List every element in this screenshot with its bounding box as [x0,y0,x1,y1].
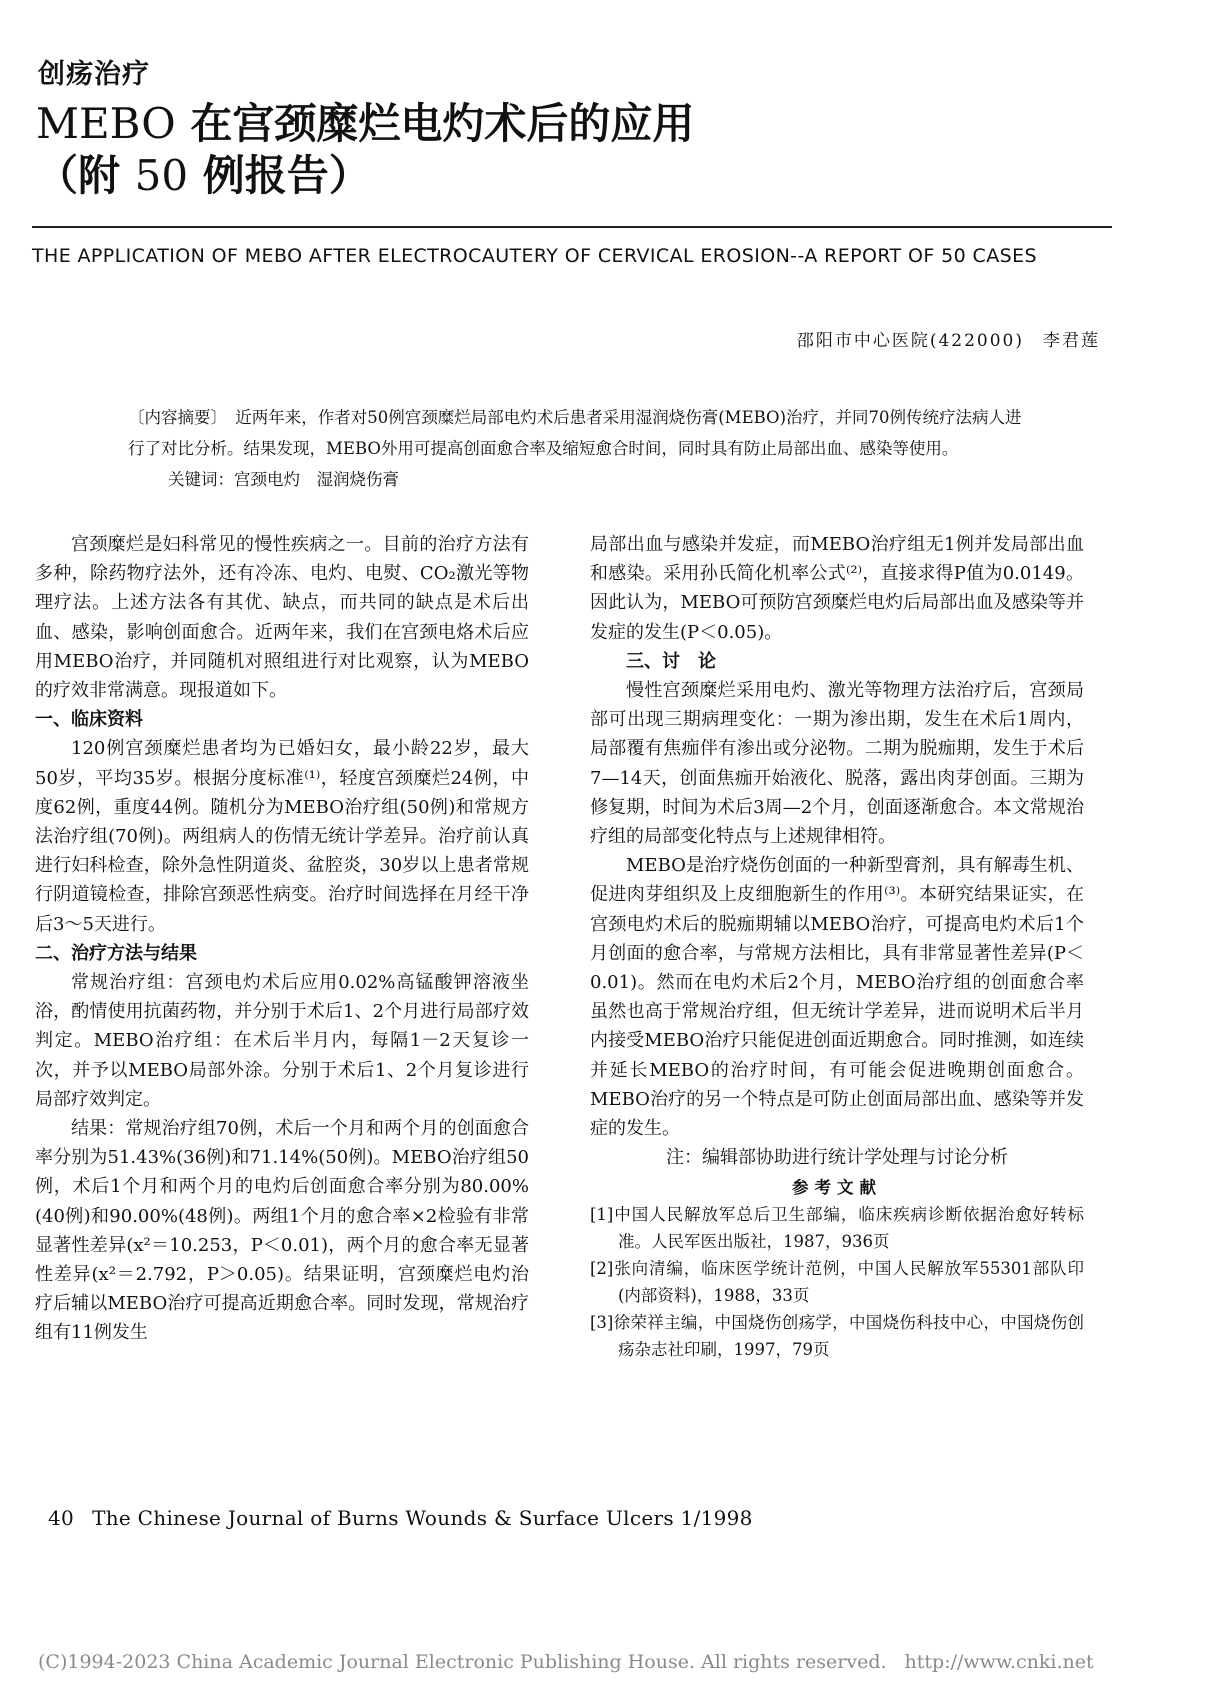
left-column [35,530,529,1348]
title-line1: 在宫颈糜烂电灼术后的应用 [175,99,695,148]
references-heading: 参考文献 [792,1178,882,1198]
paragraph-intro: 宫颈糜烂是妇科常见的慢性疾病之一。目前的治疗方法有多种，除药物疗法外，还有冷冻、电灼、电熨、CO₂激光等物理疗法。上述方法各有其优、缺点，而共同的缺点是术后出血、感染，影响创面愈合。近两年来，我们在宫颈电烙术后应用MEBO治疗，并同随机对照组进行对比观察，认为MEBO的疗效非常满意。现报道如下。 [35,534,529,702]
title-line2-num: 50 [134,151,189,200]
references [590,1174,1084,1363]
reference-item: [1]中国人民解放军总后卫生部编，临床疾病诊断依据治愈好转标准。人民军医出版社，1987，936页 [590,1205,1084,1252]
title-line2-a: （附 [36,151,135,200]
right-column [590,530,1084,1363]
editor-note: 注：编辑部协助进行统计学处理与讨论分析 [666,1147,1008,1169]
copyright-line [38,1651,1094,1673]
heading-discussion: 三、讨 论 [626,650,716,672]
copyright-text: (C)1994-2023 China Academic Journal Electronic Publishing House. All rights reserved. [38,1651,887,1673]
title-rule [32,226,1112,228]
paragraph-methods: 常规治疗组：宫颈电灼术后应用0.02%高锰酸钾溶液坐浴，酌情使用抗菌药物，并分别于术后1、2个月进行局部疗效判定。MEBO治疗组：在术后半月内，每隔1－2天复诊一次，并予以MEBO局部外涂。分别于术后1、2个月复诊进行局部疗效判定。 [35,972,529,1110]
english-title: THE APPLICATION OF MEBO AFTER ELECTROCAUTERY OF CERVICAL EROSION--A REPORT OF 50 CASES [32,245,1037,267]
reference-item: [3]徐荣祥主编，中国烧伤创疡学，中国烧伤科技中心，中国烧伤创疡杂志社印刷，1997，79页 [590,1313,1084,1360]
author-affiliation: 邵阳市中心医院(422000) 李君莲 [796,331,1100,351]
title-line2-b: 例报告） [188,151,371,200]
page-number: 40 [48,1506,75,1530]
paragraph-results-cont: 局部出血与感染并发症，而MEBO治疗组无1例并发局部出血和感染。采用孙氏简化机率公式⁽²⁾，直接求得P值为0.0149。因此认为，MEBO可预防宫颈糜烂电灼后局部出血及感染等并发症的发生(P＜0.05)。 [590,534,1084,643]
page-footer [48,1506,753,1530]
reference-item: [2]张向清编，临床医学统计范例，中国人民解放军55301部队印(内部资料)，1988，33页 [590,1259,1084,1306]
heading-methods-results: 二、治疗方法与结果 [35,942,197,964]
abstract-label: 〔内容摘要〕 [128,408,219,427]
keywords: 关键词：宫颈电灼 湿润烧伤膏 [168,470,399,489]
paragraph-clinical: 120例宫颈糜烂患者均为已婚妇女，最小龄22岁，最大50岁，平均35岁。根据分度标准⁽¹⁾，轻度宫颈糜烂24例，中度62例，重度44例。随机分为MEBO治疗组(50例)和常规方法治疗组(70例)。两组病人的伤情无统计学差异。治疗前认真进行妇科检查，除外急性阴道炎、盆腔炎，30岁以上患者常规行阴道镜检查，排除宫颈恶性病变。治疗时间选择在月经干净后3～5天进行。 [35,738,529,935]
paragraph-discussion-1: 慢性宫颈糜烂采用电灼、激光等物理方法治疗后，宫颈局部可出现三期病理变化：一期为渗出期，发生在术后1周内，局部覆有焦痂伴有渗出或分泌物。二期为脱痂期，发生于术后7—14天，创面焦痂开始液化、脱落，露出肉芽创面。三期为修复期，时间为术后3周—2个月，创面逐渐愈合。本文常规治疗组的局部变化特点与上述规律相符。 [590,680,1084,848]
section-tag: 创疡治疗 [38,59,150,90]
abstract-text: 近两年来，作者对50例宫颈糜烂局部电灼术后患者采用湿润烧伤膏(MEBO)治疗，并同70例传统疗法病人进行了对比分析。结果发现，MEBO外用可提高创面愈合率及缩短愈合时间，同时具有防止局部出血、感染等使用。 [128,408,1022,458]
abstract [128,402,1028,495]
article-title [36,98,694,202]
heading-clinical-data: 一、临床资料 [35,709,143,731]
copyright-url: http://www.cnki.net [904,1651,1094,1673]
title-latin: MEBO [36,99,176,148]
paragraph-discussion-2: MEBO是治疗烧伤创面的一种新型膏剂，具有解毒生机、促进肉芽组织及上皮细胞新生的作用⁽³⁾。本研究结果证实，在宫颈电灼术后的脱痂期辅以MEBO治疗，可提高电灼术后1个月创面的愈合率，与常规方法相比，具有非常显著性差异(P＜0.01)。然而在电灼术后2个月，MEBO治疗组的创面愈合率虽然也高于常规治疗组，但无统计学差异，进而说明术后半月内接受MEBO治疗只能促进创面近期愈合。同时推测，如连续并延长MEBO的治疗时间，有可能会促进晚期创面愈合。MEBO治疗的另一个特点是可防止创面局部出血、感染等并发症的发生。 [590,855,1084,1140]
paragraph-results: 结果：常规治疗组70例，术后一个月和两个月的创面愈合率分别为51.43%(36例)和71.14%(50例)。MEBO治疗组50例，术后1个月和两个月的电灼后创面愈合率分别为80.00%(40例)和90.00%(48例)。两组1个月的愈合率×2检验有非常显著性差异(x²＝10.253，P＜0.01)，两个月的愈合率无显著性差异(x²＝2.792，P＞0.05)。结果证明，宫颈糜烂电灼治疗后辅以MEBO治疗可提高近期愈合率。同时发现，常规治疗组有11例发生 [35,1118,529,1344]
journal-name: The Chinese Journal of Burns Wounds & Surface Ulcers 1/1998 [92,1506,753,1530]
